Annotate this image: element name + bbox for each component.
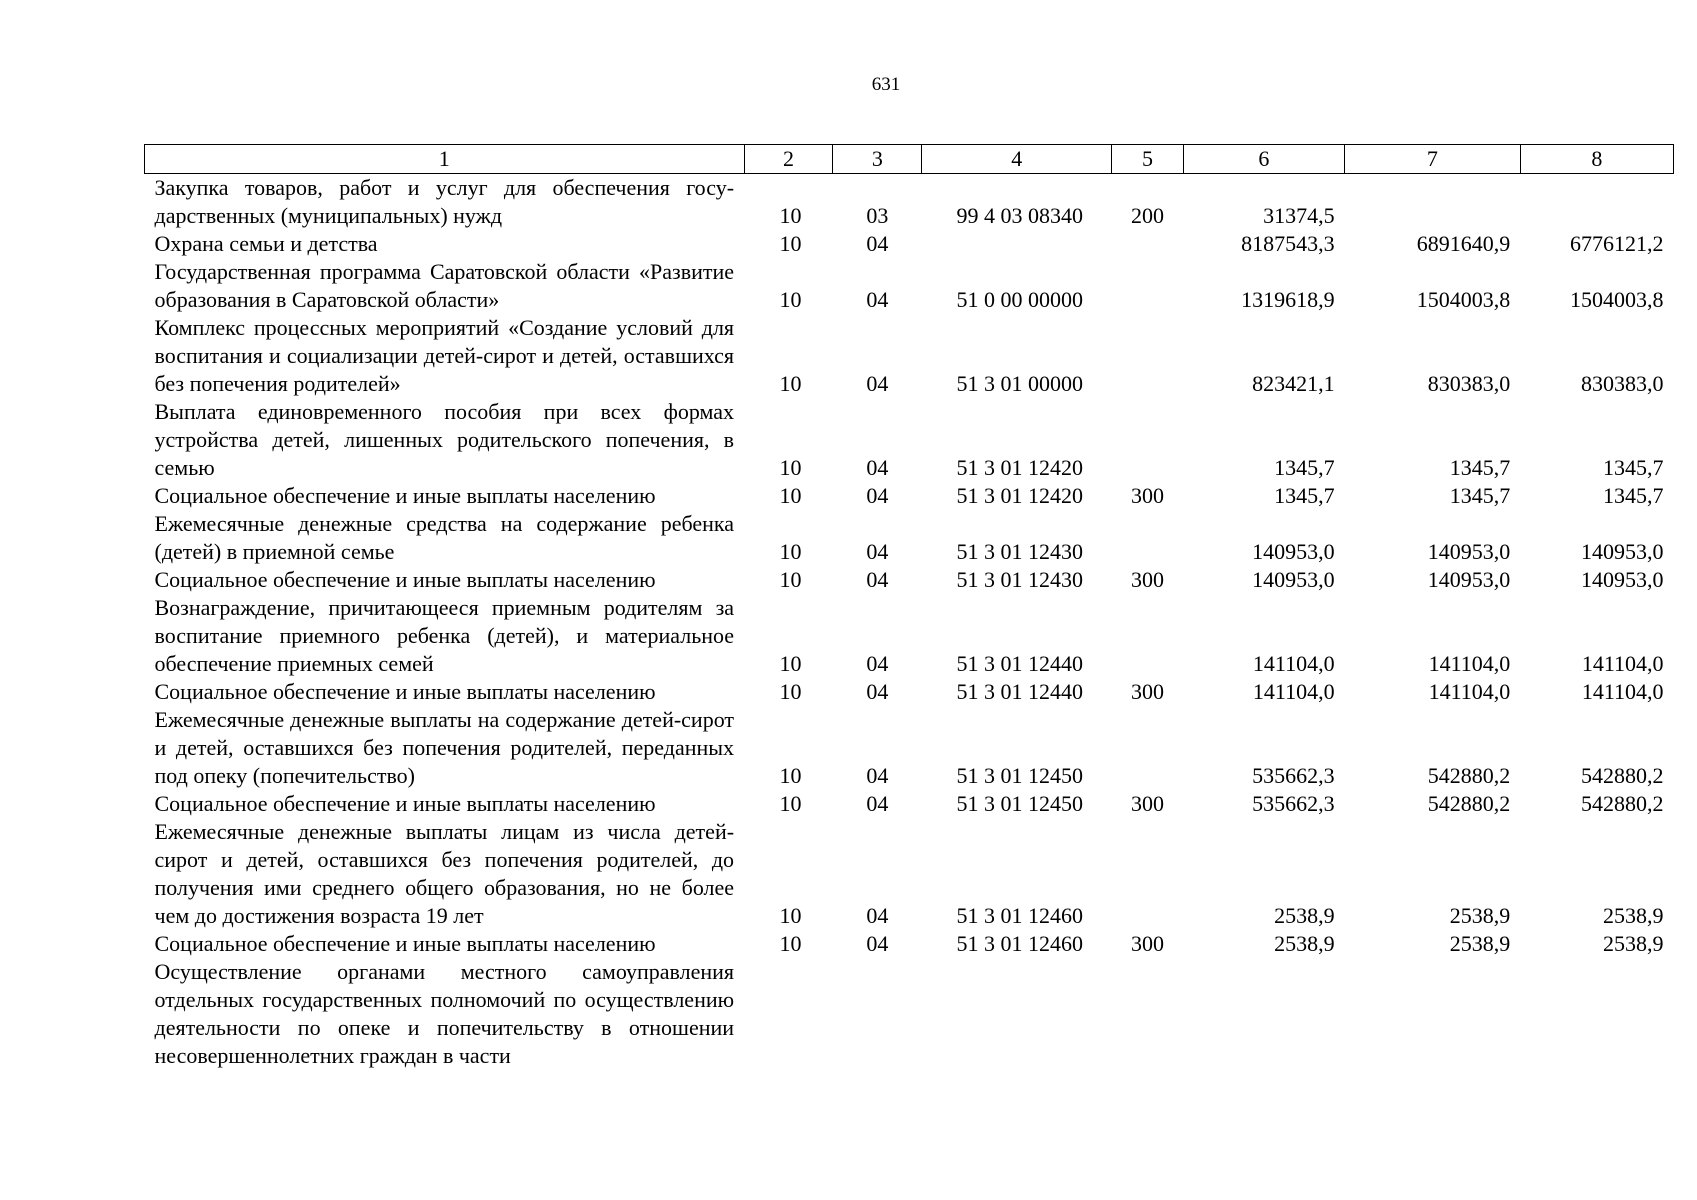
- row-section: 10: [779, 455, 802, 480]
- row-section: 10: [779, 539, 802, 564]
- header-col-6: 6: [1183, 145, 1344, 174]
- row-name: Ежемесячные денежные средства на содержание ребенка (детей) в приемной семье: [154, 511, 735, 564]
- table-row: [145, 258, 1674, 314]
- row-sum-7: 141104,0: [1428, 651, 1511, 676]
- row-name: Государственная программа Саратовской области «Развитие образования в Саратовской области»: [154, 259, 735, 312]
- row-sum-7: 2538,9: [1449, 931, 1511, 956]
- row-target-article: 51 3 01 12420: [956, 483, 1083, 508]
- table-row: [145, 818, 1674, 930]
- table-row: [145, 398, 1674, 482]
- table-body: [145, 174, 1674, 1071]
- row-sum-6: 823421,1: [1252, 371, 1335, 396]
- row-subsection: 04: [866, 903, 889, 928]
- row-section: 10: [779, 287, 802, 312]
- row-sum-6: [1183, 958, 1344, 1070]
- row-subsection: 04: [866, 287, 889, 312]
- row-sum-8: 830383,0: [1581, 371, 1664, 396]
- row-target-article: 99 4 03 08340: [956, 203, 1083, 228]
- row-name: Комплекс процессных мероприятий «Создание условий для воспитания и социализации детей-сирот и детей, оставшихся без попечения родителей»: [154, 315, 735, 396]
- row-subsection: 03: [866, 203, 889, 228]
- row-name: Социальное обеспечение и иные выплаты населению: [154, 931, 656, 956]
- row-subsection: 04: [866, 455, 889, 480]
- row-target-article: 51 3 01 12420: [956, 455, 1083, 480]
- row-target-article: 51 3 01 12440: [956, 679, 1083, 704]
- row-name: Социальное обеспечение и иные выплаты населению: [154, 791, 656, 816]
- row-section: 10: [779, 931, 802, 956]
- header-col-4: 4: [922, 145, 1112, 174]
- row-sum-8: 140953,0: [1581, 567, 1664, 592]
- row-sum-8: [1520, 958, 1673, 1070]
- row-sum-8: 6776121,2: [1570, 231, 1664, 256]
- row-sum-8: 1345,7: [1603, 483, 1664, 508]
- row-target-article: [922, 958, 1112, 1070]
- row-target-article: [922, 230, 1112, 258]
- row-name: Охрана семьи и детства: [154, 231, 378, 256]
- row-section: 10: [779, 763, 802, 788]
- row-name: Социальное обеспечение и иные выплаты населению: [154, 567, 656, 592]
- row-target-article: 51 3 01 12460: [956, 903, 1083, 928]
- row-section: 10: [779, 651, 802, 676]
- row-section: 10: [779, 483, 802, 508]
- header-col-7: 7: [1345, 145, 1521, 174]
- row-sum-7: 1504003,8: [1416, 287, 1511, 312]
- row-expense-type: [1112, 594, 1183, 678]
- row-sum-6: 2538,9: [1274, 903, 1335, 928]
- row-expense-type: [1112, 706, 1183, 790]
- row-section: 10: [779, 231, 802, 256]
- table-row: [145, 510, 1674, 566]
- row-name: Ежемесячные денежные выплаты лицам из числа детей-сирот и детей, оставшихся без попечения родителей, до получения ими среднего общего образования, но не более чем до достижения возраста 19 лет: [154, 819, 735, 928]
- row-sum-8: 2538,9: [1603, 931, 1664, 956]
- row-subsection: 04: [866, 231, 889, 256]
- row-sum-7: [1345, 958, 1521, 1070]
- row-sum-8: 1504003,8: [1570, 287, 1664, 312]
- table-row: [145, 174, 1674, 231]
- row-sum-6: 1345,7: [1274, 455, 1335, 480]
- row-sum-8: 141104,0: [1581, 679, 1664, 704]
- row-sum-6: 535662,3: [1252, 791, 1335, 816]
- row-sum-8: 542880,2: [1581, 791, 1664, 816]
- row-name: Социальное обеспечение и иные выплаты населению: [154, 483, 656, 508]
- row-sum-7: 6891640,9: [1416, 231, 1511, 256]
- row-sum-8: 141104,0: [1581, 651, 1664, 676]
- row-section: 10: [779, 903, 802, 928]
- row-name: Вознаграждение, причитающееся приемным родителям за воспитание приемного ребенка (детей), и материальное обеспечение приемных семей: [154, 595, 735, 676]
- row-sum-8: 1345,7: [1603, 455, 1664, 480]
- row-expense-type: [1112, 398, 1183, 482]
- row-sum-8: 140953,0: [1581, 539, 1664, 564]
- row-subsection: 04: [866, 791, 889, 816]
- row-sum-7: 1345,7: [1449, 483, 1511, 508]
- row-sum-8: 2538,9: [1603, 903, 1664, 928]
- row-sum-6: 141104,0: [1252, 679, 1335, 704]
- row-sum-6: 535662,3: [1252, 763, 1335, 788]
- table-row: [145, 314, 1674, 398]
- row-sum-8: [1520, 174, 1673, 231]
- row-expense-type: 300: [1130, 679, 1164, 704]
- row-sum-6: 1319618,9: [1241, 287, 1335, 312]
- table-row: [145, 594, 1674, 678]
- row-sum-6: 31374,5: [1263, 203, 1335, 228]
- row-expense-type: 300: [1130, 483, 1164, 508]
- table-row: [145, 706, 1674, 790]
- row-target-article: 51 3 01 00000: [956, 371, 1083, 396]
- row-section: 10: [779, 371, 802, 396]
- row-target-article: 51 3 01 12450: [956, 791, 1083, 816]
- header-col-8: 8: [1520, 145, 1673, 174]
- row-sum-6: 2538,9: [1274, 931, 1335, 956]
- row-expense-type: [1112, 958, 1183, 1070]
- row-sum-7: 2538,9: [1449, 903, 1511, 928]
- header-col-5: 5: [1112, 145, 1183, 174]
- row-target-article: 51 3 01 12430: [956, 539, 1083, 564]
- row-expense-type: 200: [1130, 203, 1164, 228]
- row-name: Осуществление органами местного самоуправления отдельных государственных полномочий по осуществлению деятельности по опеке и попечительству в отношении несовершеннолетних граждан в части: [154, 959, 735, 1068]
- row-subsection: 04: [866, 483, 889, 508]
- table-header: [145, 145, 1674, 174]
- row-sum-6: 1345,7: [1274, 483, 1335, 508]
- header-col-3: 3: [833, 145, 922, 174]
- header-col-1: 1: [145, 145, 745, 174]
- row-target-article: 51 3 01 12450: [956, 763, 1083, 788]
- header-row: [145, 145, 1674, 174]
- page-number: 631: [871, 74, 901, 95]
- row-sum-7: 830383,0: [1427, 371, 1511, 396]
- row-subsection: 04: [866, 679, 889, 704]
- row-sum-8: 542880,2: [1581, 763, 1664, 788]
- row-sum-7: [1345, 174, 1521, 231]
- row-subsection: 04: [866, 763, 889, 788]
- row-sum-7: 140953,0: [1427, 539, 1511, 564]
- row-section: 10: [779, 567, 802, 592]
- table-row: [145, 230, 1674, 258]
- row-subsection: 04: [866, 931, 889, 956]
- row-name: Социальное обеспечение и иные выплаты населению: [154, 679, 656, 704]
- row-section: 10: [779, 679, 802, 704]
- row-expense-type: [1112, 818, 1183, 930]
- table-row: [145, 678, 1674, 706]
- row-target-article: 51 3 01 12430: [956, 567, 1083, 592]
- table-row: [145, 958, 1674, 1070]
- row-subsection: 04: [866, 539, 889, 564]
- table-row: [145, 930, 1674, 958]
- row-sum-6: 140953,0: [1252, 539, 1335, 564]
- row-name: Ежемесячные денежные выплаты на содержание детей-сирот и детей, оставшихся без попечения родителей, переданных под опеку (попечительство): [154, 707, 735, 788]
- row-sum-6: 140953,0: [1252, 567, 1335, 592]
- row-subsection: 04: [866, 371, 889, 396]
- row-section: [744, 958, 833, 1070]
- row-sum-6: 8187543,3: [1241, 231, 1335, 256]
- table-row: [145, 790, 1674, 818]
- row-name: Выплата единовременного пособия при всех формах устройства детей, лишенных родительского попечения, в семью: [154, 399, 735, 480]
- row-sum-7: 141104,0: [1428, 679, 1511, 704]
- row-sum-6: 141104,0: [1252, 651, 1335, 676]
- row-section: 10: [779, 791, 802, 816]
- row-expense-type: [1112, 230, 1183, 258]
- row-expense-type: 300: [1130, 791, 1164, 816]
- row-target-article: 51 3 01 12460: [956, 931, 1083, 956]
- row-name: Закупка товаров, работ и услуг для обеспечения государственных (муниципальных) нужд: [154, 175, 735, 228]
- budget-table: [144, 144, 1674, 1070]
- row-target-article: 51 3 01 12440: [956, 651, 1083, 676]
- row-target-article: 51 0 00 00000: [956, 287, 1083, 312]
- row-sum-7: 542880,2: [1427, 791, 1511, 816]
- row-expense-type: [1112, 510, 1183, 566]
- row-sum-7: 542880,2: [1427, 763, 1511, 788]
- row-expense-type: 300: [1130, 931, 1164, 956]
- row-subsection: 04: [866, 651, 889, 676]
- table-row: [145, 482, 1674, 510]
- row-subsection: [833, 958, 922, 1070]
- row-sum-7: 1345,7: [1449, 455, 1511, 480]
- row-sum-7: 140953,0: [1427, 567, 1511, 592]
- row-subsection: 04: [866, 567, 889, 592]
- row-expense-type: [1112, 314, 1183, 398]
- table-row: [145, 566, 1674, 594]
- row-expense-type: [1112, 258, 1183, 314]
- header-col-2: 2: [744, 145, 833, 174]
- row-section: 10: [779, 203, 802, 228]
- row-expense-type: 300: [1130, 567, 1164, 592]
